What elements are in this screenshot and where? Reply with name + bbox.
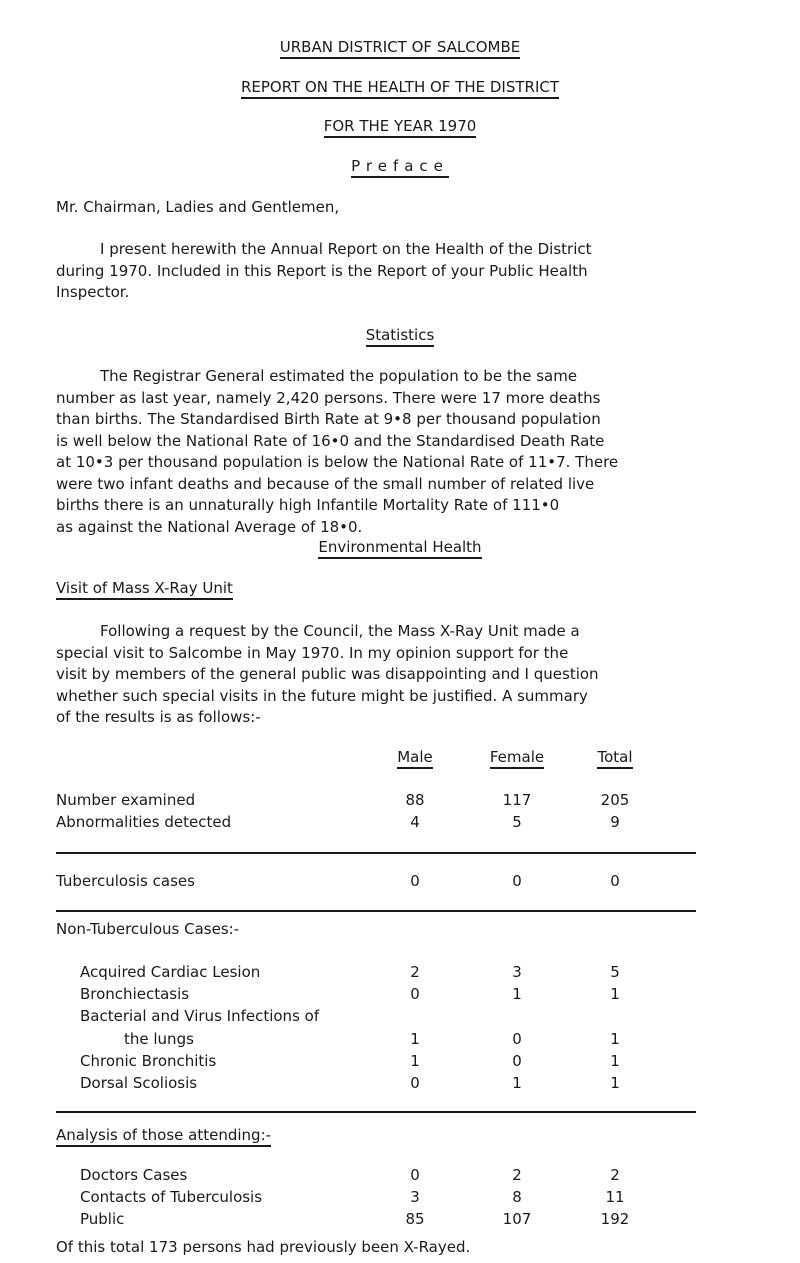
preface-heading-line — [0, 157, 800, 178]
non-tb-heading: Non-Tuberculous Cases:- — [56, 920, 240, 938]
statistics-line: number as last year, namely 2,420 persons. There were 17 more deaths — [56, 388, 601, 407]
cell-female: 2 — [512, 1166, 522, 1184]
cell-total: 1 — [610, 1052, 620, 1070]
cell-total: 1 — [610, 1074, 620, 1092]
table-row — [0, 1210, 800, 1230]
environmental-heading: Environmental Health — [318, 539, 481, 559]
cell-male: 0 — [410, 872, 420, 890]
cell-total: 11 — [605, 1188, 625, 1206]
district-title-line — [0, 38, 800, 59]
cell-female: 1 — [512, 1074, 522, 1092]
cell-female: 1 — [512, 985, 522, 1003]
intro-paragraph — [56, 239, 746, 304]
table-row — [0, 872, 800, 892]
cell-male: 2 — [410, 963, 420, 981]
table-row — [0, 1007, 800, 1027]
cell-male: 1 — [410, 1030, 420, 1048]
cell-female: 107 — [502, 1210, 532, 1228]
row-label: Chronic Bronchitis — [80, 1052, 217, 1070]
statistics-heading: Statistics — [366, 327, 435, 347]
cell-total: 1 — [610, 985, 620, 1003]
cell-female: 8 — [512, 1188, 522, 1206]
row-label: Tuberculosis cases — [56, 872, 195, 890]
salutation: Mr. Chairman, Ladies and Gentlemen, — [56, 198, 340, 216]
row-label: Bacterial and Virus Infections of — [80, 1007, 320, 1025]
row-label-continued: the lungs — [124, 1030, 194, 1048]
row-label: Bronchiectasis — [80, 985, 190, 1003]
preface-heading: Preface — [351, 158, 449, 178]
closing-statement: Of this total 173 persons had previously been X-Rayed. — [56, 1238, 471, 1256]
cell-total: 5 — [610, 963, 620, 981]
table-row — [0, 791, 800, 811]
cell-female: 117 — [502, 791, 532, 809]
xray-subheading: Visit of Mass X-Ray Unit — [56, 580, 233, 600]
table-divider — [56, 910, 696, 912]
cell-female: 3 — [512, 963, 522, 981]
cell-male: 85 — [405, 1210, 425, 1228]
cell-total: 9 — [610, 813, 620, 831]
xray-line: of the results is as follows:- — [56, 708, 261, 726]
row-label: Contacts of Tuberculosis — [80, 1188, 263, 1206]
cell-male: 3 — [410, 1188, 420, 1206]
xray-line: Following a request by the Council, the Mass X-Ray Unit made a — [100, 622, 580, 640]
row-label: Acquired Cardiac Lesion — [80, 963, 261, 981]
report-year-line — [0, 117, 800, 138]
xray-line: visit by members of the general public was disappointing and I question — [56, 665, 599, 683]
cell-male: 0 — [410, 985, 420, 1003]
cell-male: 0 — [410, 1074, 420, 1092]
table-row — [0, 813, 800, 833]
xray-paragraph — [56, 621, 746, 729]
district-title: URBAN DISTRICT OF SALCOMBE — [280, 39, 520, 59]
report-title: REPORT ON THE HEALTH OF THE DISTRICT — [241, 79, 559, 99]
column-header-male: Male — [385, 748, 445, 769]
column-header-total: Total — [585, 748, 645, 769]
cell-total: 192 — [600, 1210, 630, 1228]
xray-line: whether such special visits in the future might be justified. A summary — [56, 686, 588, 705]
report-title-line — [0, 78, 800, 99]
analysis-heading: Analysis of those attending:- — [56, 1127, 271, 1147]
environmental-heading-line — [0, 538, 800, 559]
statistics-line: births there is an unnaturally high Infantile Mortality Rate of 111•0 — [56, 496, 560, 514]
cell-total: 0 — [610, 872, 620, 890]
cell-total: 205 — [600, 791, 630, 809]
table-header-row — [0, 748, 800, 768]
statistics-line: than births. The Standardised Birth Rate at 9•8 per thousand population — [56, 410, 601, 428]
table-divider — [56, 1111, 696, 1113]
cell-female: 0 — [512, 1030, 522, 1048]
xray-line: special visit to Salcombe in May 1970. In my opinion support for the — [56, 643, 569, 662]
statistics-heading-line — [0, 326, 800, 347]
table-row — [0, 963, 800, 983]
table-row — [0, 1188, 800, 1208]
cell-female: 0 — [512, 872, 522, 890]
row-label: Abnormalities detected — [56, 813, 232, 831]
report-year: FOR THE YEAR 1970 — [324, 118, 477, 138]
statistics-paragraph — [56, 366, 746, 538]
cell-male: 88 — [405, 791, 425, 809]
table-row — [0, 1052, 800, 1072]
cell-male: 1 — [410, 1052, 420, 1070]
intro-line: I present herewith the Annual Report on the Health of the District — [100, 240, 592, 258]
row-label: Dorsal Scoliosis — [80, 1074, 198, 1092]
analysis-heading-line — [56, 1126, 271, 1147]
cell-male: 4 — [410, 813, 420, 831]
intro-line: Inspector. — [56, 283, 130, 301]
cell-total: 2 — [610, 1166, 620, 1184]
intro-line: during 1970. Included in this Report is the Report of your Public Health — [56, 261, 588, 280]
cell-female: 0 — [512, 1052, 522, 1070]
table-row — [0, 1074, 800, 1094]
statistics-line: The Registrar General estimated the population to be the same — [100, 367, 578, 385]
table-divider — [56, 852, 696, 854]
cell-male: 0 — [410, 1166, 420, 1184]
cell-total: 1 — [610, 1030, 620, 1048]
statistics-line: at 10•3 per thousand population is below the National Rate of 11•7. There — [56, 453, 619, 471]
column-header-female: Female — [475, 748, 559, 769]
statistics-line: is well below the National Rate of 16•0 and the Standardised Death Rate — [56, 431, 605, 450]
row-label: Public — [80, 1210, 125, 1228]
statistics-line: were two infant deaths and because of the small number of related live — [56, 474, 595, 493]
table-row — [0, 985, 800, 1005]
table-row — [0, 1166, 800, 1186]
row-label: Number examined — [56, 791, 196, 809]
cell-female: 5 — [512, 813, 522, 831]
table-row — [0, 1030, 800, 1050]
row-label: Doctors Cases — [80, 1166, 188, 1184]
statistics-line: as against the National Average of 18•0. — [56, 517, 363, 536]
xray-subheading-line — [56, 579, 233, 600]
